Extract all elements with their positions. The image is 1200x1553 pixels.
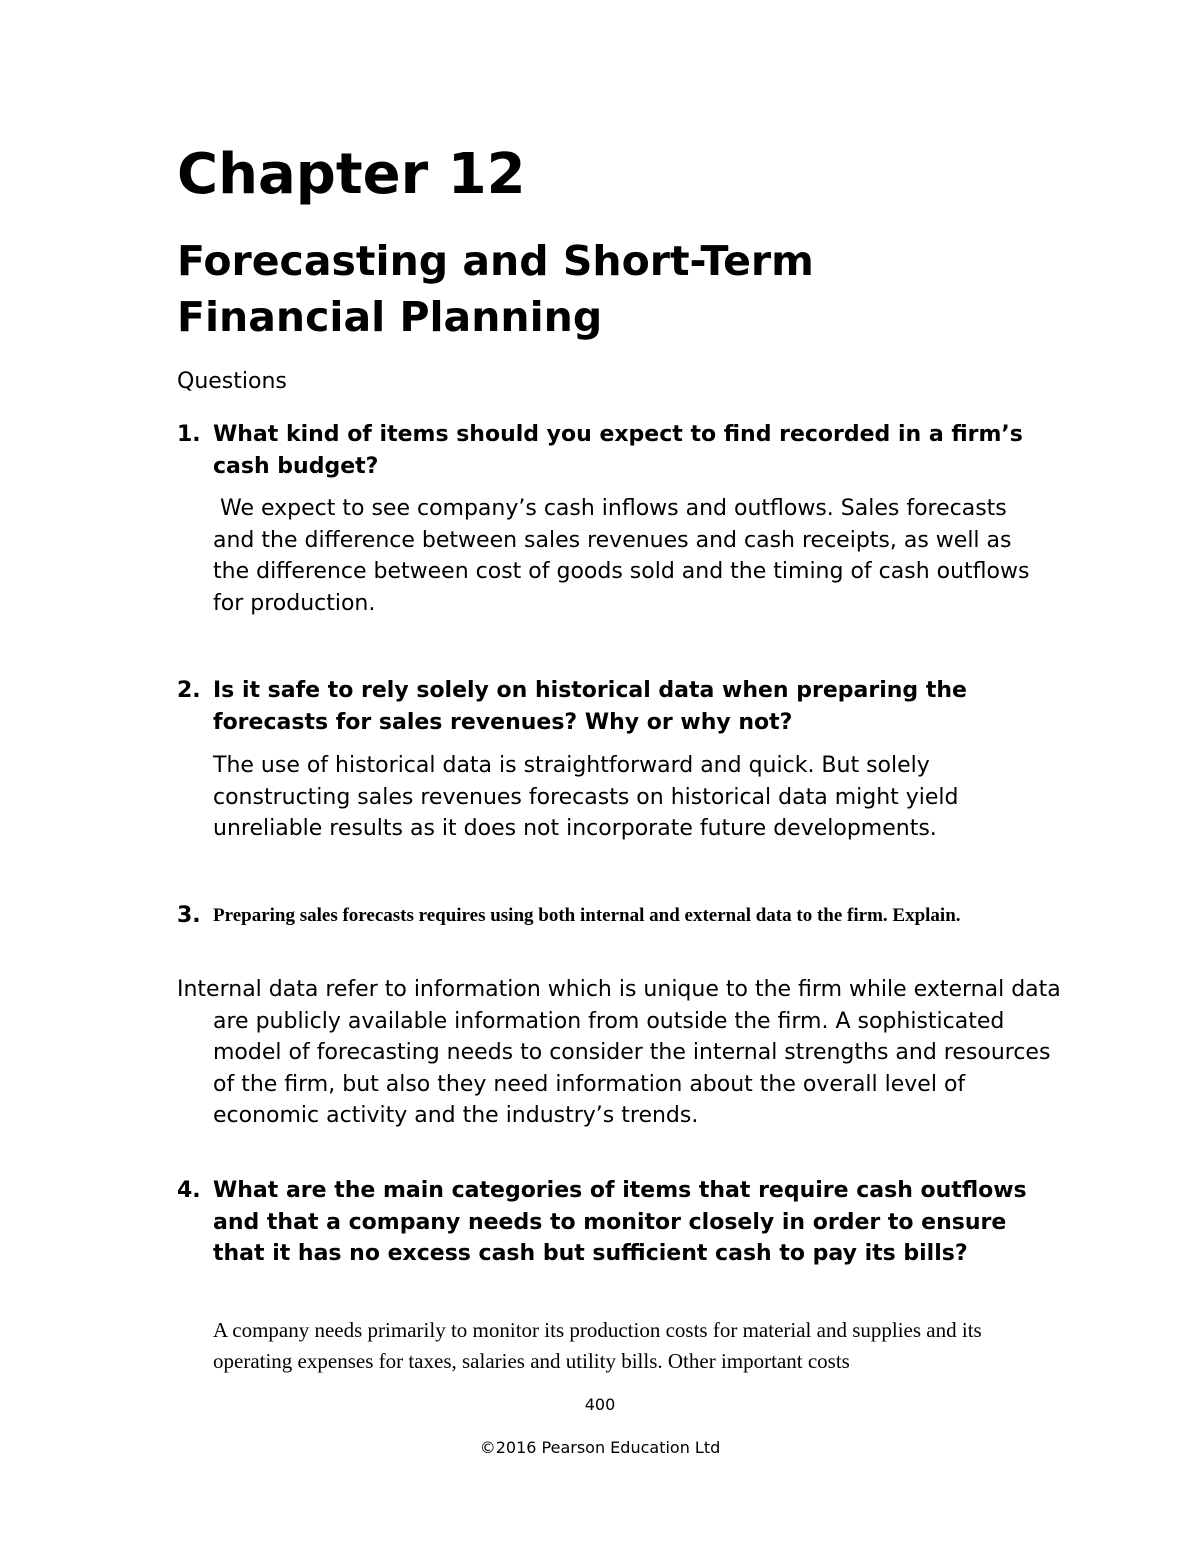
question-number: 3. [177,903,201,928]
chapter-subtitle-line: Forecasting and Short-Term [177,237,814,285]
question-text: What are the main categories of items that require cash outflows and that a company needs to monitor closely in order to ensure that it has no excess cash but sufficient cash to pay its bills? [213,1178,1027,1266]
question-number: 4. [177,1178,201,1203]
chapter-title: Chapter 12 [177,142,526,207]
answer-2: The use of historical data is straightforward and quick. But solely constructing sales revenues forecasts on historical data might yield unreliable results as it does not incorporate future developments. [213,753,959,841]
question-1 [177,419,1037,482]
answer-4: A company needs primarily to monitor its production costs for material and supplies and its operating expenses for taxes, salaries and utility bills. Other important costs [213,1318,982,1373]
page-number: 400 [584,1395,616,1414]
question-text: Is it safe to rely solely on historical data when preparing the forecasts for sales revenues? Why or why not? [213,678,967,735]
question-text: What kind of items should you expect to find recorded in a firm’s cash budget? [213,422,1023,479]
question-3 [177,901,1037,931]
question-number: 2. [177,678,201,703]
question-2 [177,675,1037,738]
answer-3: Internal data refer to information which is unique to the firm while external data are publicly available information from outside the firm. A sophisticated model of forecasting needs to consider the internal strengths and resources of the firm, but also they need information about the overall level of economic activity and the industry’s trends. [177,977,1061,1128]
question-4 [177,1175,1037,1270]
question-text: Preparing sales forecasts requires using both internal and external data to the firm. Explain. [213,905,961,926]
answer-1: We expect to see company’s cash inflows and outflows. Sales forecasts and the difference between sales revenues and cash receipts, as well as the difference between cost of goods sold and the timing of cash outflows for production. [213,496,1037,616]
chapter-subtitle [177,233,814,345]
chapter-subtitle-line: Financial Planning [177,293,603,341]
question-number: 1. [177,422,201,447]
section-label: Questions [177,369,287,394]
copyright-notice: ©2016 Pearson Education Ltd [479,1438,721,1457]
